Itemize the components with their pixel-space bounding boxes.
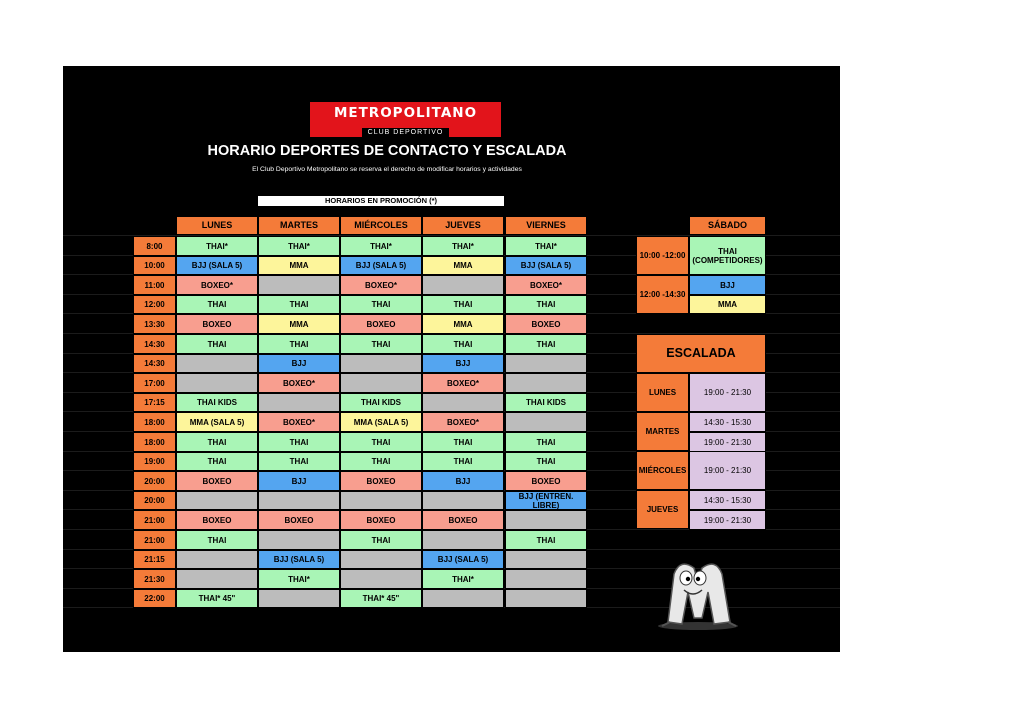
- class-cell: THAI: [176, 452, 258, 471]
- class-cell: THAI*: [258, 569, 340, 589]
- club-logo: [310, 102, 501, 137]
- class-cell: THAI: [340, 452, 422, 471]
- day-header-1: MARTES: [258, 216, 340, 235]
- class-cell: [258, 491, 340, 510]
- class-cell: [258, 530, 340, 550]
- class-cell: [340, 569, 422, 589]
- class-cell: [258, 589, 340, 608]
- escalada-slot-cell: 19:00 - 21:30: [689, 451, 766, 490]
- class-cell: BOXEO*: [422, 412, 504, 432]
- class-cell: MMA (SALA 5): [340, 412, 422, 432]
- class-cell: [176, 550, 258, 569]
- promo-label: HORARIOS EN PROMOCIÓN (*): [258, 196, 504, 206]
- class-cell: [176, 354, 258, 373]
- escalada-day-cell: MIÉRCOLES: [636, 451, 689, 490]
- escalada-slot-cell: 14:30 - 15:30: [689, 412, 766, 432]
- class-cell: THAI*: [258, 236, 340, 256]
- class-cell: THAI: [258, 432, 340, 452]
- class-cell: THAI: [176, 530, 258, 550]
- class-cell: [340, 354, 422, 373]
- time-cell: 19:00: [133, 452, 176, 471]
- class-cell: THAI KIDS: [505, 393, 587, 412]
- class-cell: THAI: [505, 334, 587, 354]
- class-cell: BJJ: [258, 354, 340, 373]
- class-cell: BOXEO: [340, 471, 422, 491]
- class-cell: [422, 530, 504, 550]
- page-title: HORARIO DEPORTES DE CONTACTO Y ESCALADA: [207, 143, 567, 159]
- class-cell: THAI: [505, 452, 587, 471]
- class-cell: BJJ (SALA 5): [422, 550, 504, 569]
- day-header-4: VIERNES: [505, 216, 587, 235]
- logo-brand: METROPOLITANO: [333, 105, 478, 121]
- class-cell: BJJ (SALA 5): [340, 256, 422, 275]
- class-cell: [505, 589, 587, 608]
- escalada-day-cell: LUNES: [636, 373, 689, 412]
- class-cell: BOXEO*: [505, 275, 587, 295]
- class-cell: THAI: [340, 295, 422, 314]
- class-cell: THAI: [422, 334, 504, 354]
- class-cell: THAI*: [340, 236, 422, 256]
- class-cell: [340, 373, 422, 393]
- time-cell: 17:00: [133, 373, 176, 393]
- class-cell: THAI: [505, 432, 587, 452]
- class-cell: MMA: [258, 314, 340, 334]
- class-cell: [505, 569, 587, 589]
- class-cell: BJJ (ENTREN. LIBRE): [505, 491, 587, 510]
- class-cell: [258, 275, 340, 295]
- class-cell: BOXEO*: [258, 412, 340, 432]
- class-cell: THAI: [176, 432, 258, 452]
- saturday-header: SÁBADO: [689, 216, 766, 235]
- class-cell: BJJ: [422, 471, 504, 491]
- time-cell: 18:00: [133, 412, 176, 432]
- saturday-class-cell: MMA: [689, 295, 766, 314]
- class-cell: BOXEO: [422, 510, 504, 530]
- time-cell: 14:30: [133, 334, 176, 354]
- class-cell: [505, 373, 587, 393]
- class-cell: [505, 354, 587, 373]
- class-cell: BOXEO*: [258, 373, 340, 393]
- time-cell: 8:00: [133, 236, 176, 256]
- escalada-slot-cell: 19:00 - 21:30: [689, 510, 766, 530]
- class-cell: BOXEO*: [340, 275, 422, 295]
- class-cell: [422, 275, 504, 295]
- time-cell: 21:30: [133, 569, 176, 589]
- time-cell: 20:00: [133, 471, 176, 491]
- class-cell: MMA: [422, 256, 504, 275]
- class-cell: THAI: [505, 295, 587, 314]
- class-cell: BOXEO: [258, 510, 340, 530]
- class-cell: THAI KIDS: [176, 393, 258, 412]
- class-cell: THAI*: [422, 236, 504, 256]
- time-cell: 14:30: [133, 354, 176, 373]
- class-cell: [176, 569, 258, 589]
- class-cell: BOXEO: [340, 314, 422, 334]
- time-cell: 22:00: [133, 589, 176, 608]
- escalada-title: ESCALADA: [636, 334, 766, 373]
- time-cell: 20:00: [133, 491, 176, 510]
- class-cell: THAI: [340, 530, 422, 550]
- class-cell: [505, 510, 587, 530]
- class-cell: [422, 589, 504, 608]
- escalada-slot-cell: 19:00 - 21:30: [689, 432, 766, 452]
- time-cell: 17:15: [133, 393, 176, 412]
- class-cell: BJJ: [258, 471, 340, 491]
- class-cell: BJJ: [422, 354, 504, 373]
- time-cell: 21:00: [133, 530, 176, 550]
- time-cell: 11:00: [133, 275, 176, 295]
- day-header-0: LUNES: [176, 216, 258, 235]
- disclaimer-text: El Club Deportivo Metropolitano se reserva el derecho de modificar horarios y actividades: [252, 166, 522, 173]
- time-cell: 21:00: [133, 510, 176, 530]
- class-cell: THAI: [505, 530, 587, 550]
- class-cell: [258, 393, 340, 412]
- class-cell: [176, 491, 258, 510]
- mascot-illustration: [650, 552, 746, 630]
- class-cell: THAI: [422, 452, 504, 471]
- time-cell: 18:00: [133, 432, 176, 452]
- class-cell: THAI* 45": [340, 589, 422, 608]
- class-cell: THAI KIDS: [340, 393, 422, 412]
- class-cell: THAI: [340, 432, 422, 452]
- saturday-class-cell: THAI (COMPETIDORES): [689, 236, 766, 275]
- class-cell: BOXEO: [340, 510, 422, 530]
- class-cell: BOXEO*: [176, 275, 258, 295]
- class-cell: MMA (SALA 5): [176, 412, 258, 432]
- class-cell: THAI*: [505, 236, 587, 256]
- time-cell: 10:00: [133, 256, 176, 275]
- class-cell: BJJ (SALA 5): [505, 256, 587, 275]
- class-cell: [422, 491, 504, 510]
- escalada-slot-cell: 14:30 - 15:30: [689, 490, 766, 510]
- class-cell: BOXEO: [176, 314, 258, 334]
- class-cell: THAI*: [176, 236, 258, 256]
- day-header-2: MIÉRCOLES: [340, 216, 422, 235]
- class-cell: THAI: [258, 452, 340, 471]
- logo-subtitle: CLUB DEPORTIVO: [362, 128, 450, 137]
- class-cell: [505, 412, 587, 432]
- time-cell: 13:30: [133, 314, 176, 334]
- class-cell: BJJ (SALA 5): [176, 256, 258, 275]
- class-cell: [422, 393, 504, 412]
- class-cell: THAI*: [422, 569, 504, 589]
- class-cell: [340, 491, 422, 510]
- class-cell: THAI* 45": [176, 589, 258, 608]
- class-cell: MMA: [422, 314, 504, 334]
- class-cell: BOXEO: [176, 471, 258, 491]
- class-cell: BOXEO*: [422, 373, 504, 393]
- class-cell: THAI: [422, 432, 504, 452]
- class-cell: THAI: [340, 334, 422, 354]
- escalada-slot-cell: 19:00 - 21:30: [689, 373, 766, 412]
- class-cell: [505, 550, 587, 569]
- class-cell: THAI: [176, 334, 258, 354]
- time-cell: 21:15: [133, 550, 176, 569]
- class-cell: BOXEO: [505, 314, 587, 334]
- class-cell: BOXEO: [505, 471, 587, 491]
- class-cell: [176, 373, 258, 393]
- class-cell: BOXEO: [176, 510, 258, 530]
- saturday-time-cell: 12:00 -14:30: [636, 275, 689, 314]
- escalada-day-cell: JUEVES: [636, 490, 689, 529]
- class-cell: THAI: [422, 295, 504, 314]
- saturday-time-cell: 10:00 -12:00: [636, 236, 689, 275]
- time-cell: 12:00: [133, 295, 176, 314]
- day-header-3: JUEVES: [422, 216, 504, 235]
- class-cell: BJJ (SALA 5): [258, 550, 340, 569]
- class-cell: [340, 550, 422, 569]
- saturday-class-cell: BJJ: [689, 275, 766, 295]
- escalada-day-cell: MARTES: [636, 412, 689, 451]
- class-cell: MMA: [258, 256, 340, 275]
- class-cell: THAI: [176, 295, 258, 314]
- class-cell: THAI: [258, 295, 340, 314]
- class-cell: THAI: [258, 334, 340, 354]
